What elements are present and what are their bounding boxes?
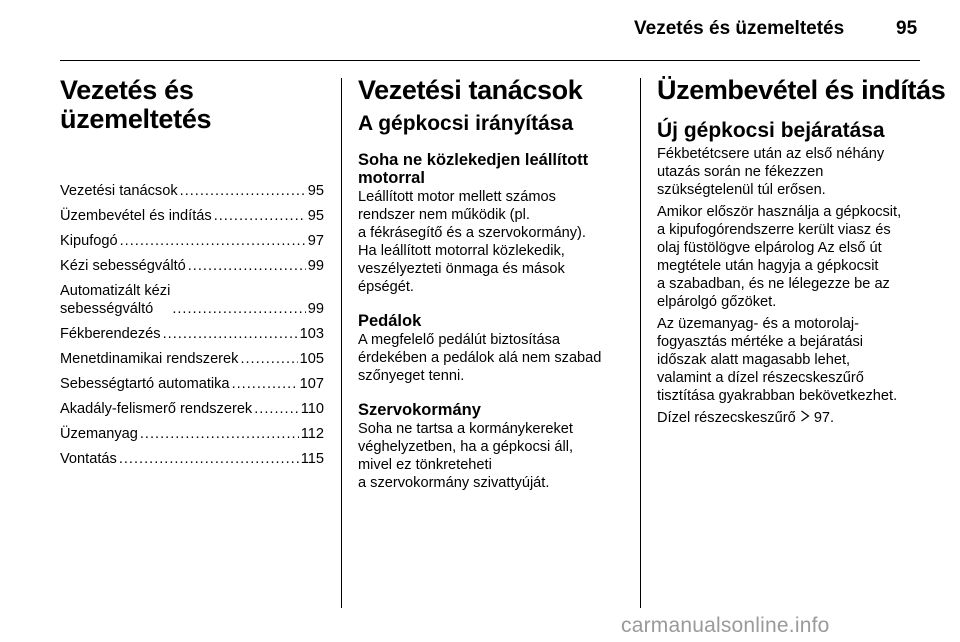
toc-leader: [232, 375, 298, 393]
subsection-heading: Új gépkocsi bejáratása: [657, 119, 885, 142]
paragraph-pedals: A megfelelő pedálút biztosítása érdekében a pedálok alá nem szabad szőnyeget tenni.: [358, 332, 602, 384]
toc-label: Vezetési tanácsok: [60, 183, 178, 199]
toc-item-obstacle-detection[interactable]: [60, 400, 324, 418]
subsection-heading: A gépkocsi irányítása: [358, 112, 574, 135]
toc-leader: [120, 232, 306, 250]
toc-page: 95: [307, 183, 324, 199]
header-title: Vezetés és üzemeltetés: [634, 18, 845, 39]
toc-item-driving-dynamics[interactable]: [60, 350, 324, 368]
page-number: 95: [896, 18, 918, 39]
toc-item-exhaust[interactable]: [60, 232, 324, 250]
reference-page: 97.: [813, 410, 835, 426]
header-divider: [60, 60, 920, 61]
toc-page: 97: [307, 233, 324, 249]
toc-page: 99: [307, 258, 324, 274]
toc-leader: [240, 350, 297, 368]
column-divider-2: [640, 78, 641, 608]
toc-label: Vontatás: [60, 451, 117, 467]
watermark: carmanualsonline.info: [621, 614, 830, 637]
toc-label: sebességváltó: [60, 301, 154, 317]
toc-item-driving-tips[interactable]: [60, 182, 324, 200]
toc-page: 103: [299, 326, 324, 342]
toc-item-cruise-control[interactable]: [60, 375, 324, 393]
toc-leader: [163, 325, 298, 343]
toc-label: Kipufogó: [60, 233, 118, 249]
toc-page: 110: [300, 401, 324, 417]
section-heading: Vezetési tanácsok: [358, 75, 583, 105]
driving-tips-column: [358, 76, 624, 492]
topic-heading-pedals: Pedálok: [358, 312, 422, 330]
toc-label: Sebességtartó automatika: [60, 376, 230, 392]
chapter-title: Vezetés és üzemeltetés: [60, 75, 212, 134]
toc-leader: [188, 257, 306, 275]
toc-label: Menetdinamikai rendszerek: [60, 351, 239, 367]
toc-label: Üzembevétel és indítás: [60, 208, 212, 224]
topic-heading-power-steering: Szervokormány: [358, 401, 481, 419]
toc-page: 99: [307, 301, 324, 317]
paragraph-brake-pads: Fékbetétcsere után az első néhány utazás során ne fékezzen szükségtelenül túl erősen.: [657, 146, 885, 198]
toc-item-manual-transmission[interactable]: [60, 257, 324, 275]
toc-page: 115: [300, 451, 324, 467]
toc-item-brakes[interactable]: [60, 325, 324, 343]
toc-item-fuel[interactable]: [60, 425, 324, 443]
toc-item-starting[interactable]: [60, 207, 324, 225]
toc-leader: [214, 207, 306, 225]
topic-heading-engine-off: Soha ne közlekedjen leállított motorral: [358, 151, 589, 187]
toc-label: Üzemanyag: [60, 426, 138, 442]
paragraph-consumption: Az üzemanyag- és a motorolaj- fogyasztás mértéke a bejáratási időszak alatt magasabb lehet, valamint a dízel részecskeszűrő tisztítása gyakrabban bekövetkezhet.: [657, 316, 898, 404]
toc-leader: [180, 182, 306, 200]
column-divider-1: [341, 78, 342, 608]
toc-item-automated-transmission[interactable]: [60, 282, 324, 318]
toc-leader: [119, 450, 299, 468]
paragraph-power-steering: Soha ne tartsa a kormánykereket véghelyzetben, ha a gépkocsi áll, mivel ez tönkreteheti a szervokormány szivattyúját.: [358, 421, 573, 491]
toc-item-towing[interactable]: [60, 450, 324, 468]
toc-label: Fékberendezés: [60, 326, 161, 342]
toc-page: 112: [300, 426, 324, 442]
section-heading: Üzembevétel és indítás: [657, 75, 946, 105]
toc-leader: [172, 300, 305, 318]
toc-page: 105: [299, 351, 324, 367]
page-header: [0, 14, 960, 46]
table-of-contents: [60, 182, 324, 468]
toc-label: Akadály-felismerő rendszerek: [60, 401, 253, 417]
toc-leader: [140, 425, 299, 443]
page-reference-arrow-icon: [800, 409, 810, 427]
toc-label: Kézi sebességváltó: [60, 258, 186, 274]
reference-text: Dízel részecskeszűrő: [657, 410, 796, 426]
chapter-toc-column: [60, 76, 324, 475]
starting-column: [657, 75, 946, 427]
paragraph-first-use: Amikor először használja a gépkocsit, a kipufogórendszerre került viasz és olaj füstölögve elpárolog Az első út megtétele után hagyja a gépkocsit a szabadban, és ne lélegezze be az elpárolgó gőzöket.: [657, 204, 902, 310]
toc-label: Automatizált kézi: [60, 283, 171, 299]
toc-page: 95: [307, 208, 324, 224]
paragraph-engine-off: Leállított motor mellett számos rendszer nem működik (pl. a fékrásegítő és a szervokormány). Ha leállított motorral közlekedik, veszélyezteti önmaga és mások épségét.: [358, 189, 586, 295]
toc-page: 107: [299, 376, 324, 392]
toc-leader: [254, 400, 299, 418]
paragraph-dpf-reference[interactable]: [657, 409, 923, 427]
